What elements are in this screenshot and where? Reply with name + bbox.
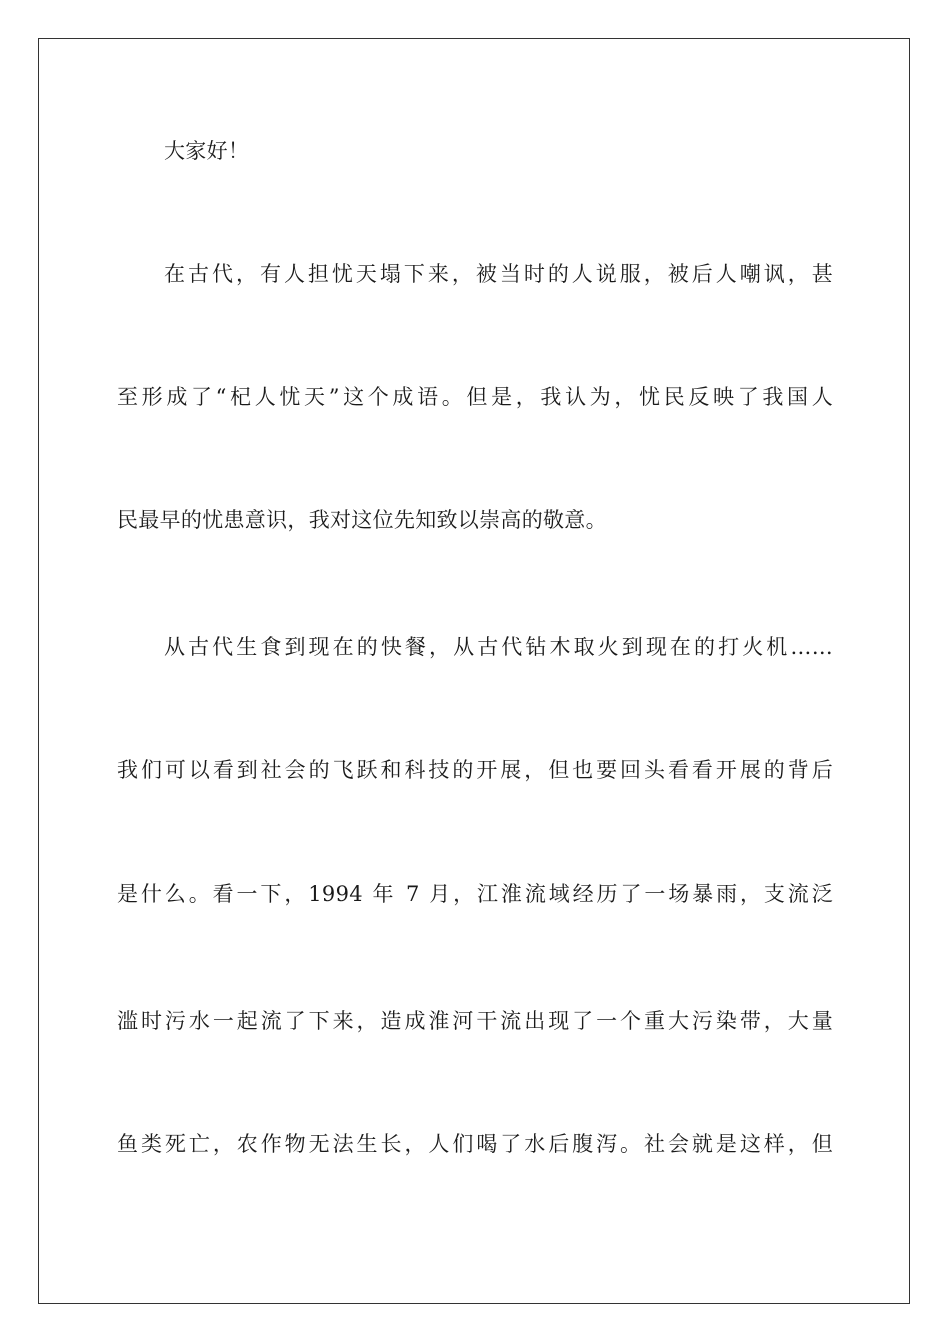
page-border xyxy=(38,38,910,1304)
paragraph-2-line-3: 是什么。看一下，1994 年 7 月，江淮流域经历了一场暴雨，支流泛 xyxy=(117,882,833,906)
paragraph-2-line-1: 从古代生食到现在的快餐，从古代钻木取火到现在的打火机…… xyxy=(164,635,833,659)
paragraph-1-line-3: 民最早的忧患意识，我对这位先知致以崇高的敬意。 xyxy=(117,508,607,532)
paragraph-1-line-2: 至形成了“杞人忧天”这个成语。但是，我认为，忧民反映了我国人 xyxy=(117,385,833,409)
paragraph-2-line-5: 鱼类死亡，农作物无法生长，人们喝了水后腹泻。社会就是这样，但 xyxy=(117,1132,833,1156)
paragraph-2-line-4: 滥时污水一起流了下来，造成淮河干流出现了一个重大污染带，大量 xyxy=(117,1009,833,1033)
paragraph-2-line-2: 我们可以看到社会的飞跃和科技的开展，但也要回头看看开展的背后 xyxy=(117,758,833,782)
paragraph-1-line-1: 在古代，有人担忧天塌下来，被当时的人说服，被后人嘲讽，甚 xyxy=(164,262,833,286)
greeting-line: 大家好！ xyxy=(164,139,250,163)
